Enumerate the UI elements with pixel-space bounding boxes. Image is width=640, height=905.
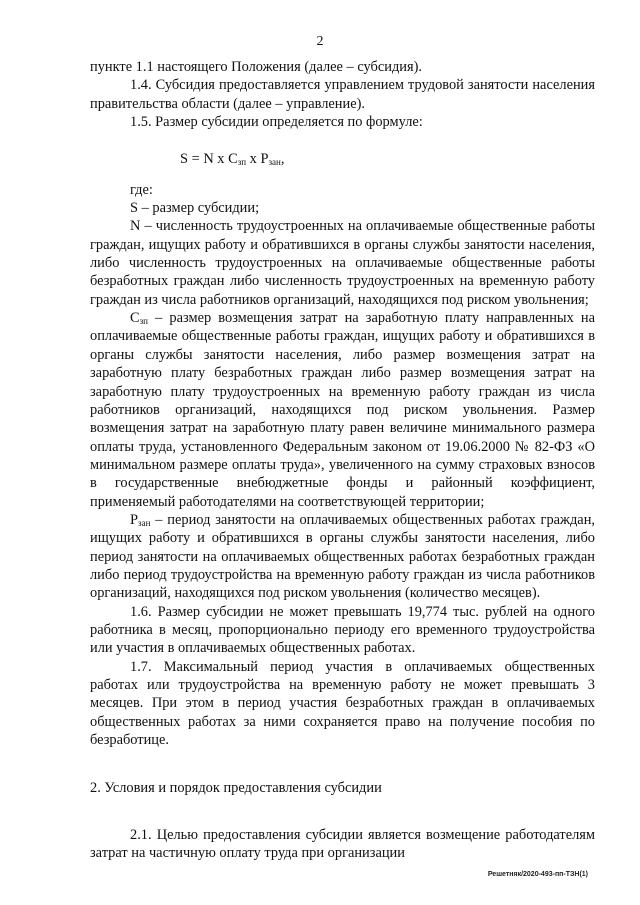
definition-c [90, 309, 595, 511]
document-footer-code: Решетняк/2020-493-пп-ТЗН(1) [487, 871, 588, 878]
paragraph-continuation: пункте 1.1 настоящего Положения (далее – субсидия). [90, 59, 422, 75]
where-label: где: [130, 181, 153, 198]
paragraph-2-1: 2.1. Целью предоставления субсидии является возмещение работодателям затрат на частичную оплату труда при организации [90, 826, 595, 862]
definition-p [90, 511, 595, 603]
definition-s: S – размер субсидии; [130, 200, 260, 217]
formula-sub-zan: зан [268, 157, 281, 168]
definition-p-text: – период занятости на оплачиваемых общественных работах граждан, ищущих работу и обратившихся в органы службы занятости населения, либо период занятости на оплачиваемых общественных работах безработных граждан либо период трудоустройства на временную работу граждан из числа работников организаций, находящихся под риском увольнения (количество месяцев). [90, 511, 595, 602]
formula-mid: x P [246, 151, 269, 168]
formula-end: , [280, 151, 285, 168]
section-heading: 2. Условия и порядок предоставления субсидии [90, 780, 382, 797]
definition-c-text: – размер возмещения затрат на заработную плату направленных на оплачиваемые общественные работы граждан, ищущих работу и обратившихся в органы службы занятости населения, либо размер возмещения затрат на заработную плату безработных граждан либо размер возмещения затрат на заработную плату трудоустроенных на временную работу граждан из числа работников организаций, находящихся под риском увольнения. Размер возмещения затрат на заработную плату равен величине минимального размера оплаты труда, установленного Федеральным законом от 19.06.2000 № 82-ФЗ «О минимальном размере оплаты труда», увеличенного на сумму страховых взносов в государственные внебюджетные фонды и районный коэффициент, применяемый работодателями на соответствующей территории; [90, 310, 595, 510]
paragraph-1-6: 1.6. Размер субсидии не может превышать 19,774 тыс. рублей на одного работника в месяц, пропорционально периоду его временного трудоустройства или участия в оплачиваемых общественных работах. [90, 603, 595, 657]
paragraph-1-7: 1.7. Максимальный период участия в оплачиваемых общественных работах или трудоустройства на временную работу не может превышать 3 месяцев. При этом в период участия безработных граждан в оплачиваемых общественных работах за ними сохраняется право на получение пособия по безработице. [90, 658, 595, 749]
symbol-c: C [130, 310, 140, 327]
formula-main: S = N x C [180, 151, 238, 168]
symbol-c-sub: зп [139, 316, 148, 327]
document-body [90, 58, 595, 862]
formula-sub-zp: зп [237, 157, 247, 168]
definition-n: N – численность трудоустроенных на оплачиваемые общественные работы граждан, ищущих работу и обратившихся в органы службы занятости населения, либо численность трудоустроенных на оплачиваемые общественные работы безработных граждан либо численность трудоустроенных на временную работу граждан из числа работников организаций, находящихся под риском увольнения; [90, 218, 595, 308]
symbol-p-sub: зан [138, 517, 151, 528]
symbol-p: P [130, 511, 139, 528]
paragraph-1-5: 1.5. Размер субсидии определяется по формуле: [130, 114, 423, 131]
page-number: 2 [316, 34, 324, 49]
formula [90, 150, 595, 168]
paragraph-1-4: 1.4. Субсидия предоставляется управлением трудовой занятости населения правительства области (далее – управление). [90, 77, 595, 112]
